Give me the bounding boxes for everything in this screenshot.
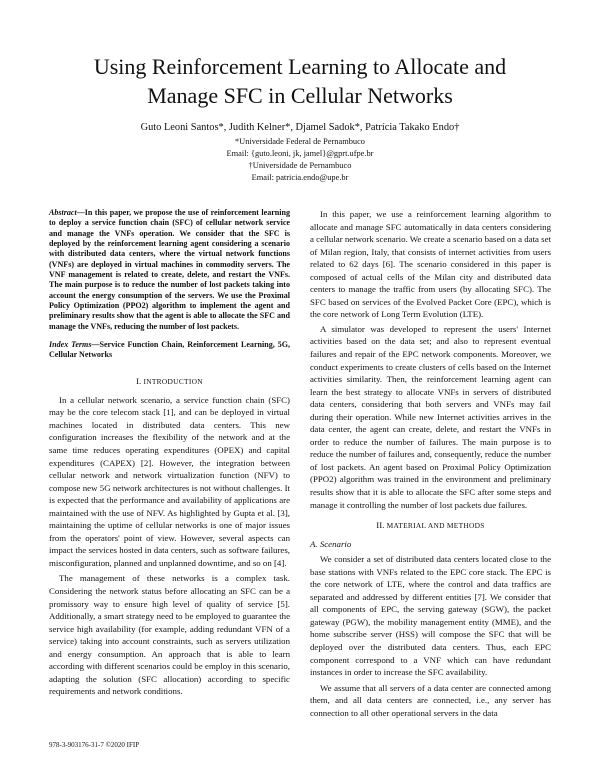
affiliation-1: *Universidade Federal de Pernambuco [234,137,365,146]
abstract-label: Abstract [49,208,77,217]
subsection-heading-scenario: A. Scenario [310,539,352,550]
left-column [49,208,290,698]
paragraph-intro-2: The management of these networks is a complex task. Considering the network status before allocating an SFC can be a promissory way to ensure high level of quality of service [5]. Additionally, a smart strategy need to be employed to guarantee the service high availability (for example, adding redundant VFN of a service) taking into account constraints, such as servers utilization and energy consumption. An approach that is able to learn according with different scenarios could be employ in this scenario, adapting the solution (SFC allocation) according to specific requirements and network conditions. [49,573,290,697]
abstract-text: —In this paper, we propose the use of reinforcement learning to deploy a service function chain (SFC) of cellular network service and manage the VNFs operation. We consider that the SFC is deployed by the reinforcement learning agent considering a scenario with distributed data centers, where the virtual network functions (VNFs) are deployed in virtual machines in commodity servers. The VNF management is related to create, delete, and restart the VNFs. The main purpose is to reduce the number of lost packets taking into account the energy consumption of the servers. We use the Proximal Policy Optimization (PPO2) algorithm to implement the agent and preliminary results show that the agent is able to allocate the SFC and manage the VNFs, reducing the number of lost packets. [49,208,290,331]
email-2: Email: patricia.endo@upe.br [251,173,349,182]
copyright-footer: 978-3-903176-31-7 ©2020 IFIP [49,741,140,749]
paragraph-right-1: In this paper, we use a reinforcement learning algorithm to allocate and manage SFC automatically in data centers considering a cellular network scenario. We create a scenario based on a data set of Milan region, Italy, that consists of internet activities from users related to 62 days [6]. The scenario considered in this paper is composed of actual cells of the Milan city and distributed data centers to manage the traffic from users (by allocating SFC). The SFC based on services of the Evolved Packet Core (EPC), which is the core network of Long Term Evolution (LTE). [310,209,551,320]
section-heading-introduction: I. INTRODUCTION [136,375,203,386]
email-1: Email: {guto.leoni, jk, jamel}@gprt.ufpe.br [226,149,374,158]
paragraph-right-3: We consider a set of distributed data centers located close to the base stations with VNFs related to the EPC core stack. The EPC is the core network of LTE, where the control and data traffics are separated and addressed by different entities [7]. We consider that all components of EPC, the serving gateway (SGW), the packet gateway (PGW), the mobility management entity (MME), and the home subscribe server (HSS) will compose the SFC that will be deployed over the distributed data centers. Thus, each EPC component correspond to a VNF which can have redundant instances in order to increase the SFC availability. [310,554,551,678]
title-line-2: Manage SFC in Cellular Networks [147,83,453,108]
abstract [49,208,290,332]
index-terms-text: —Service Function Chain, Reinforcement Learning, 5G, Cellular Networks [49,340,290,360]
title-line-1: Using Reinforcement Learning to Allocate and [93,54,507,79]
section-heading-material-methods: II. MATERIAL AND METHODS [376,520,485,531]
paragraph-right-4: We assume that all servers of a data center are connected among them, and all data centers are connected, i.e., any server has connection to all other operational servers in the data [310,682,551,718]
index-terms [49,340,290,361]
affiliation-2: †Universidade de Pernambuco [248,161,352,170]
index-terms-label: Index Terms [49,340,92,350]
right-column [310,208,551,719]
paragraph-right-2: A simulator was developed to represent the users' Internet activities based on the data set; and also to represent eventual failures and repair of the EPC network components. Moreover, we conduct experiments to create clusters of cells based on the Internet activities similarity. Then, the reinforcement learning agent can learn the best strategy to allocate VNFs in servers of distributed data centers, considering that both servers and VNFs may fail during their operation. While new Internet activities arrives in the data center, the agent can create, delete, and restart the VNFs in order to reduce the number of failures. The main purpose is to reduce the number of failures and, consequently, reduce the number of lost packets. An agent based on Proximal Policy Optimization (PPO2) algorithm was trained in the environment and preliminary results show that it is able to allocate the SFC after some steps and manage it controlling the number of lost packets due failures. [310,323,551,510]
paragraph-intro-1: In a cellular network scenario, a service function chain (SFC) may be the core telecom stack [1], and can be deployed in virtual machines located in distributed data centers. This new configuration increases the flexibility of the network and at the same time reduces operating expenditures (OPEX) and capital expenditures (CAPEX) [2]. However, the integration between cellular network and network virtualization function (NFV) to compose new 5G network architectures is not without challenges. It is expected that the performance and availability of applications are maintained with the use of NFV. As highlighted by Gupta et al. [3], maintaining the uptime of cellular networks is one of major issues from the operators' point of view. However, several aspects can impact the services hosted in data centers, such as software failures, misconfiguration, planned and unplanned downtime, and so on [4]. [49,394,290,568]
author-list: Guto Leoni Santos*, Judith Kelner*, Djamel Sadok*, Patrícia Takako Endo† [140,122,460,133]
paper-title [40,52,560,110]
